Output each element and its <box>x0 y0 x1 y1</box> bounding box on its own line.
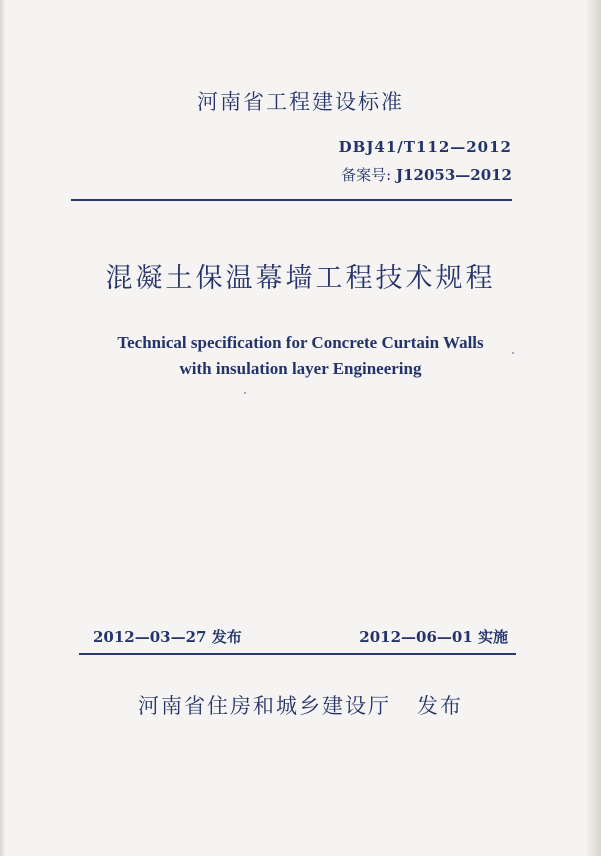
record-line <box>341 164 512 185</box>
issue-date: 2012—03—27 发布 <box>93 628 242 646</box>
standard-number: DBJ41/T112—2012 <box>338 138 512 156</box>
record-number: J12053—2012 <box>395 166 512 184</box>
header-divider <box>71 199 512 201</box>
print-speck <box>244 392 246 394</box>
title-english-line-2: with insulation layer Engineering <box>179 359 422 378</box>
page-edge-right <box>585 0 601 856</box>
title-english <box>0 330 601 382</box>
record-label: 备案号: <box>341 166 392 184</box>
page-edge-left <box>0 0 6 856</box>
publisher: 河南省住房和城乡建设厅 发布 <box>137 694 464 718</box>
title-english-line-1: Technical specification for Concrete Curtain Walls <box>117 333 484 352</box>
print-speck <box>512 352 514 354</box>
title-chinese: 混凝土保温幕墙工程技术规程 <box>105 263 496 294</box>
issuer-heading: 河南省工程建设标准 <box>197 90 404 114</box>
footer-divider <box>79 653 516 655</box>
implement-date: 2012—06—01 实施 <box>359 628 508 646</box>
